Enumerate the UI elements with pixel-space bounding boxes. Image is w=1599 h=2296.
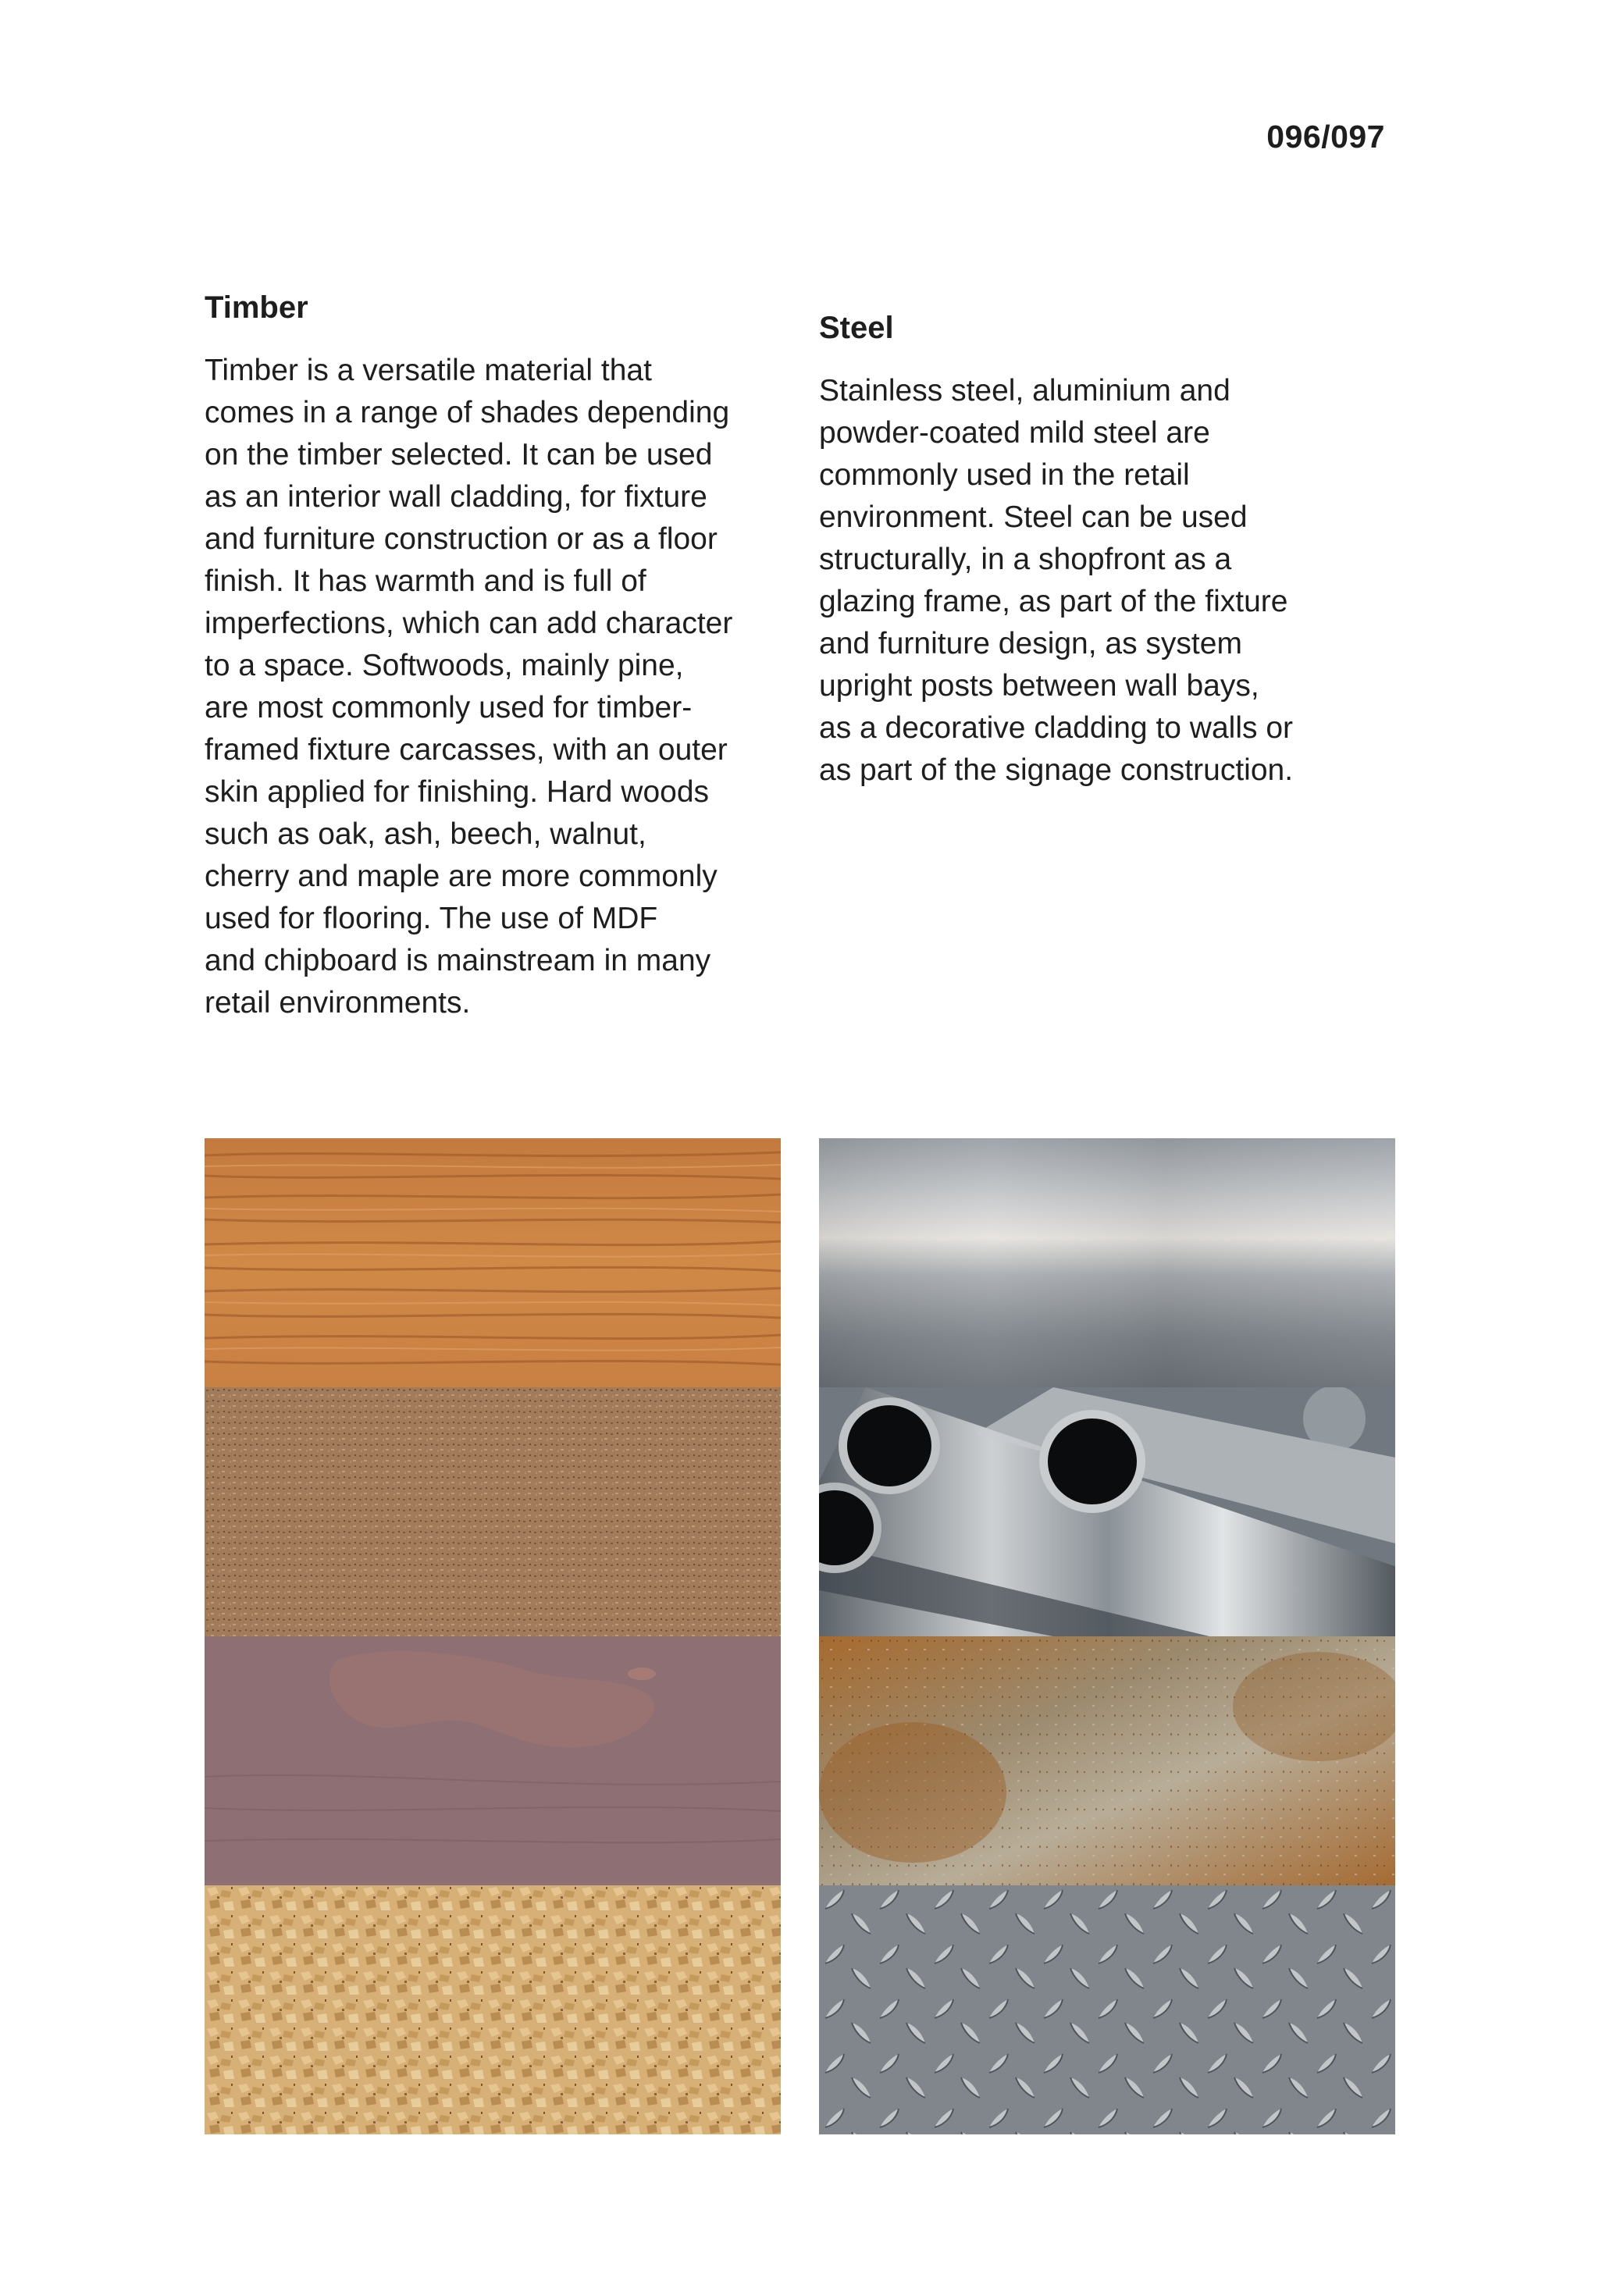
pine-wood-swatch [205, 1138, 781, 1387]
mdf-board-swatch [205, 1387, 781, 1636]
steel-tubes-swatch [819, 1387, 1395, 1636]
brushed-steel-swatch [819, 1138, 1395, 1387]
cork-chipboard-swatch [205, 1885, 781, 2134]
steel-tread-plate-swatch [819, 1885, 1395, 2134]
timber-heading: Timber [205, 290, 308, 325]
steel-body: Stainless steel, aluminium and powder-coated mild steel are commonly used in the retail environment. Steel can be used structurally, in a shopfront as a glazing frame, as part of the fixture and furniture design, as system upright posts between wall bays, as a decorative cladding to walls or as part of the signage construction. [819, 374, 1294, 787]
timber-body: Timber is a versatile material that comes in a range of shades depending on the timber selected. It can be used as an interior wall cladding, for fixture and furniture construction or as a floor finish. It has warmth and is full of imperfections, which can add character to a space. Softwoods, mainly pine, are most commonly used for timber- framed fixture carcasses, with an outer skin applied for finishing. Hard woods such as oak, ash, beech, walnut, cherry and maple are more commonly used for flooring. The use of MDF and chipboard is mainstream in many retail environments. [205, 354, 733, 1020]
steel-swatches [819, 1138, 1395, 2133]
rusted-steel-swatch [819, 1636, 1395, 1885]
steel-heading: Steel [819, 311, 894, 345]
cherry-wood-swatch [205, 1636, 781, 1885]
page-number: 096/097 [1266, 119, 1385, 155]
steel-section [819, 309, 1381, 792]
timber-section [205, 289, 775, 1024]
timber-swatches [205, 1138, 781, 2133]
